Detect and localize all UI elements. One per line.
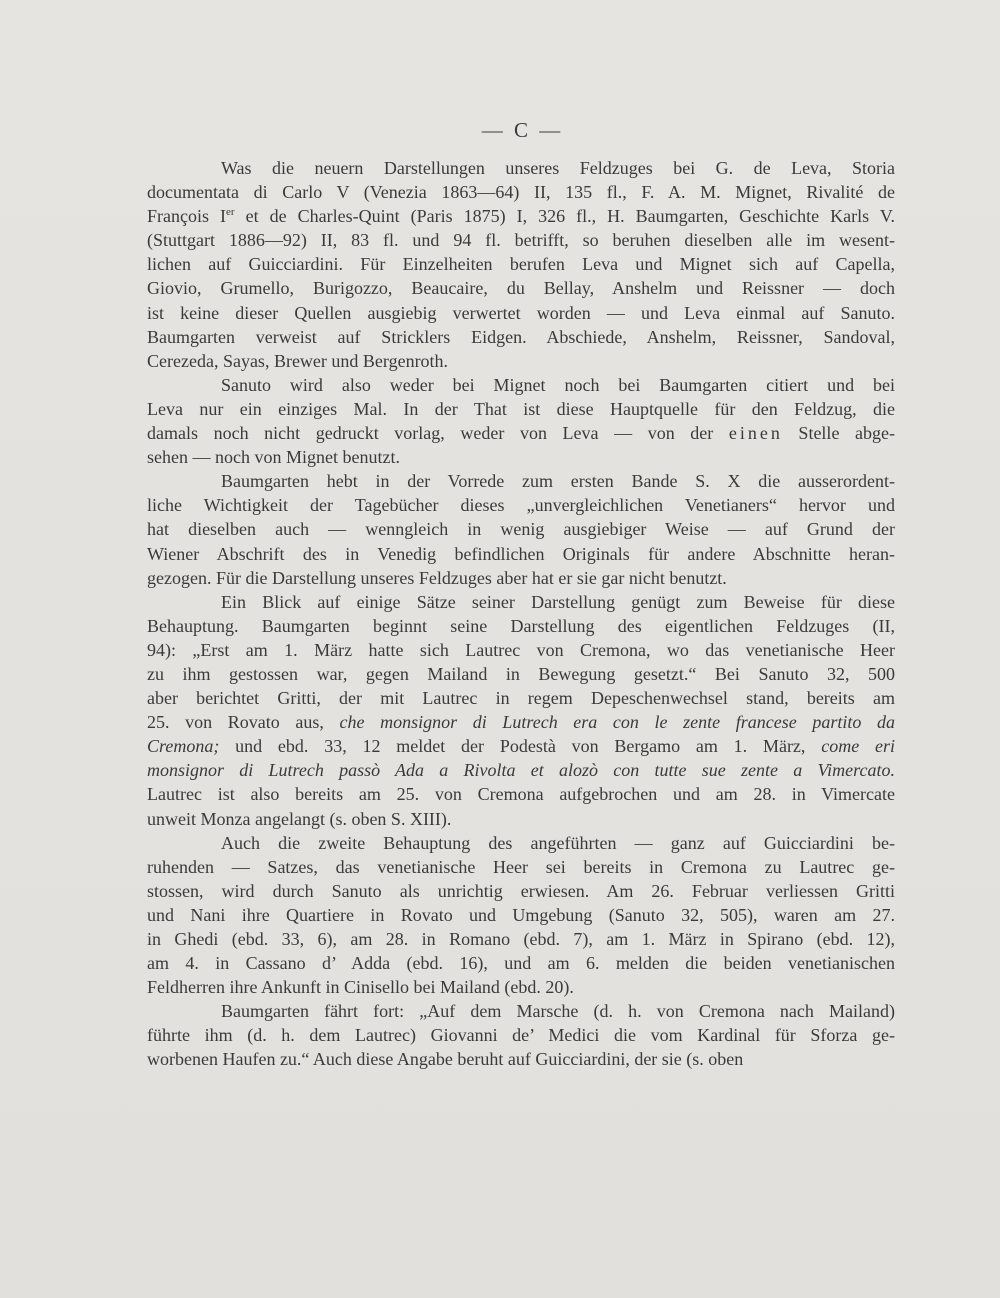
text-segment: zu ihm gestossen war, gegen Mailand in Bewegung gesetzt.“ Bei Sanuto 32, 500 <box>147 663 895 684</box>
text-line <box>147 710 895 734</box>
text-segment: hat dieselben auch — wenngleich in wenig ausgiebiger Weise — auf Grund der <box>147 519 895 540</box>
text-line <box>147 252 895 276</box>
italic-quote: Cremona; <box>147 736 220 757</box>
paragraph <box>147 373 895 469</box>
text-segment: Wiener Abschrift des in Venedig befindlichen Originals für andere Abschnitte heran- <box>147 543 895 564</box>
text-segment: damals noch nicht gedruckt vorlag, weder von Leva — von der <box>147 423 729 444</box>
text-line <box>147 734 895 758</box>
text-line <box>147 975 895 999</box>
text-segment: 94): „Erst am 1. März hatte sich Lautrec von Cremona, wo das venetianische Heer <box>147 639 895 660</box>
text-line <box>147 204 895 228</box>
text-line <box>147 301 895 325</box>
text-segment: documentata di Carlo V (Venezia 1863—64) II, 135 fl., F. A. M. Mignet, Rivalité de <box>147 182 895 203</box>
text-line <box>147 686 895 710</box>
text-segment: lichen auf Guicciardini. Für Einzelheiten berufen Leva und Mignet sich auf Capella, <box>147 254 895 275</box>
text-line <box>147 373 895 397</box>
text-segment: Baumgarten verweist auf Stricklers Eidgen. Abschiede, Anshelm, Reissner, Sandoval, <box>147 326 895 347</box>
text-segment: aber berichtet Gritti, der mit Lautrec in regem Depeschenwechsel stand, bereits am <box>147 688 895 709</box>
text-line <box>147 517 895 541</box>
text-line <box>147 566 895 590</box>
text-segment: Auch die zweite Behauptung des angeführten — ganz auf Guicciardini be- <box>221 832 895 853</box>
text-segment: worbenen Haufen zu.“ Auch diese Angabe beruht auf Guicciardini, der sie (s. oben <box>147 1049 744 1070</box>
text-segment: François I <box>147 206 227 227</box>
text-line <box>147 831 895 855</box>
text-segment: und Nani ihre Quartiere in Rovato und Umgebung (Sanuto 32, 505), waren am 27. <box>147 904 895 925</box>
text-line <box>147 542 895 566</box>
text-line <box>147 421 895 445</box>
text-line <box>147 879 895 903</box>
text-segment: er <box>226 206 235 219</box>
text-line <box>147 469 895 493</box>
text-segment: Sanuto wird also weder bei Mignet noch bei Baumgarten citiert und bei <box>221 374 895 395</box>
text-line <box>147 493 895 517</box>
text-segment: sehen — noch von Mignet benutzt. <box>147 447 400 468</box>
text-segment: führte ihm (d. h. dem Lautrec) Giovanni de’ Medici die vom Kardinal für Sforza ge- <box>147 1025 895 1046</box>
body-text <box>147 156 895 1072</box>
text-line <box>147 999 895 1023</box>
text-line <box>147 180 895 204</box>
text-segment: am 4. in Cassano d’ Adda (ebd. 16), und am 6. melden die beiden venetianischen <box>147 953 895 974</box>
text-segment: gezogen. Für die Darstellung unseres Feldzuges aber hat er sie gar nicht benutzt. <box>147 567 727 588</box>
text-segment: Baumgarten hebt in der Vorrede zum ersten Bande S. X die ausserordent- <box>221 471 895 492</box>
text-line <box>147 1047 895 1071</box>
text-segment: Baumgarten fährt fort: „Auf dem Marsche (d. h. von Cremona nach Mailand) <box>221 1001 895 1022</box>
text-segment: Was die neuern Darstellungen unseres Feldzuges bei G. de Leva, Storia <box>221 158 895 178</box>
text-segment: Giovio, Grumello, Burigozzo, Beaucaire, du Bellay, Anshelm und Reissner — doch <box>147 278 895 299</box>
text-segment: stossen, wird durch Sanuto als unrichtig erwiesen. Am 26. Februar verliessen Gritti <box>147 880 895 901</box>
text-segment: (Stuttgart 1886—92) II, 83 fl. und 94 fl. betrifft, so beruhen dieselben alle im wesent- <box>147 230 895 251</box>
text-segment: Leva nur ein einziges Mal. In der That ist diese Hauptquelle für den Feldzug, die <box>147 398 895 419</box>
text-segment: ruhenden — Satzes, das venetianische Heer sei bereits in Cremona zu Lautrec ge- <box>147 856 895 877</box>
italic-quote: che monsignor di Lutrech era con le zente francese partito da <box>339 712 895 733</box>
text-line <box>147 903 895 927</box>
text-line <box>147 638 895 662</box>
text-line <box>147 782 895 806</box>
text-line <box>147 951 895 975</box>
text-line <box>147 855 895 879</box>
paragraph <box>147 590 895 831</box>
text-segment: unweit Monza angelangt (s. oben S. XIII). <box>147 808 452 829</box>
text-line <box>147 156 895 180</box>
text-segment: et de Charles-Quint (Paris 1875) I, 326 fl., H. Baumgarten, Geschichte Karls V. <box>234 206 896 227</box>
text-line <box>147 325 895 349</box>
italic-quote: monsignor di Lutrech passò Ada a Rivolta et alozò con tutte sue zente a Vimercato. <box>147 760 895 781</box>
text-line <box>147 228 895 252</box>
paragraph <box>147 156 895 373</box>
text-line <box>147 445 895 469</box>
paragraph <box>147 831 895 1000</box>
text-line <box>147 927 895 951</box>
text-segment: Lautrec ist also bereits am 25. von Cremona aufgebrochen und am 28. in Vimercate <box>147 784 895 805</box>
text-segment: Ein Blick auf einige Sätze seiner Darstellung genügt zum Beweise für diese <box>221 591 895 612</box>
text-segment: ist keine dieser Quellen ausgiebig verwertet worden — und Leva einmal auf Sanuto. <box>147 302 895 323</box>
text-segment: 25. von Rovato aus, <box>147 712 340 733</box>
text-line <box>147 590 895 614</box>
text-segment: und ebd. 33, 12 meldet der Podestà von Bergamo am 1. März, <box>219 736 822 757</box>
paragraph <box>147 999 895 1071</box>
italic-quote: come eri <box>821 736 895 757</box>
text-line <box>147 662 895 686</box>
text-segment: in Ghedi (ebd. 33, 6), am 28. in Romano (ebd. 7), am 1. März in Spirano (ebd. 12), <box>147 929 895 949</box>
text-line <box>147 1023 895 1047</box>
text-line <box>147 614 895 638</box>
text-line <box>147 758 895 782</box>
text-segment: Stelle abge- <box>782 423 895 444</box>
text-segment: Feldherren ihre Ankunft in Cinisello bei Mailand (ebd. 20). <box>147 977 574 998</box>
text-segment: einen <box>728 423 783 444</box>
paragraph <box>147 469 895 589</box>
text-segment: Cerezeda, Sayas, Brewer und Bergenroth. <box>147 350 449 371</box>
text-line <box>147 349 895 373</box>
text-line <box>147 807 895 831</box>
text-line <box>147 276 895 300</box>
page-number: — C — <box>481 118 564 142</box>
text-segment: Behauptung. Baumgarten beginnt seine Darstellung des eigentlichen Feldzuges (II, <box>147 615 895 636</box>
text-segment: liche Wichtigkeit der Tagebücher dieses „unvergleichlichen Venetianers“ hervor und <box>147 495 895 516</box>
text-line <box>147 397 895 421</box>
